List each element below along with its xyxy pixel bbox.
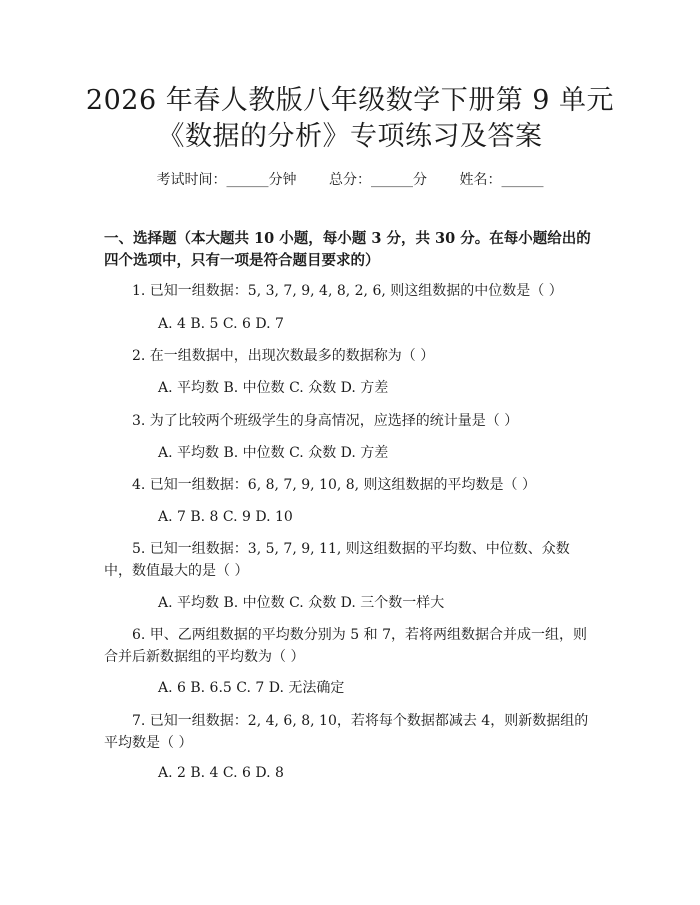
- student-name: 姓名：______: [459, 172, 544, 188]
- question-2: 2. 在一组数据中，出现次数最多的数据称为（ ）: [132, 348, 435, 364]
- question-6: 6. 甲、乙两组数据的平均数分别为 5 和 7，若将两组数据合并成一组，则合并后新数据组的平均数为（ ）: [104, 627, 587, 665]
- question-4-options: A. 7 B. 8 C. 9 D. 10: [158, 509, 293, 525]
- question-4: 4. 已知一组数据：6, 8, 7, 9, 10, 8, 则这组数据的平均数是（ ）: [132, 477, 537, 493]
- question-3-options: A. 平均数 B. 中位数 C. 众数 D. 方差: [158, 445, 389, 461]
- question-1-options: A. 4 B. 5 C. 6 D. 7: [158, 316, 284, 332]
- question-1: 1. 已知一组数据：5, 3, 7, 9, 4, 8, 2, 6, 则这组数据的中位数是（ ）: [132, 283, 563, 299]
- exam-score: 总分：______分: [329, 172, 427, 188]
- exam-time: 考试时间：______分钟: [156, 172, 297, 188]
- section-heading-choice: 一、选择题（本大题共 10 小题，每小题 3 分，共 30 分。在每小题给出的四个选项中，只有一项是符合题目要求的）: [104, 230, 591, 269]
- question-7-options: A. 2 B. 4 C. 6 D. 8: [158, 765, 284, 781]
- question-7: 7. 已知一组数据：2, 4, 6, 8, 10，若将每个数据都减去 4，则新数据组的平均数是（ ）: [104, 713, 589, 751]
- question-6-options: A. 6 B. 6.5 C. 7 D. 无法确定: [158, 680, 345, 696]
- title-line-2: 《数据的分析》专项练习及答案: [157, 121, 543, 152]
- question-5: 5. 已知一组数据：3, 5, 7, 9, 11, 则这组数据的平均数、中位数、众数中，数值最大的是（ ）: [104, 541, 570, 579]
- question-2-options: A. 平均数 B. 中位数 C. 众数 D. 方差: [158, 380, 389, 396]
- question-5-options: A. 平均数 B. 中位数 C. 众数 D. 三个数一样大: [158, 595, 445, 611]
- exam-meta: [0, 170, 700, 190]
- title-line-1: 2026 年春人教版八年级数学下册第 9 单元: [85, 85, 615, 116]
- question-3: 3. 为了比较两个班级学生的身高情况，应选择的统计量是（ ）: [132, 413, 519, 429]
